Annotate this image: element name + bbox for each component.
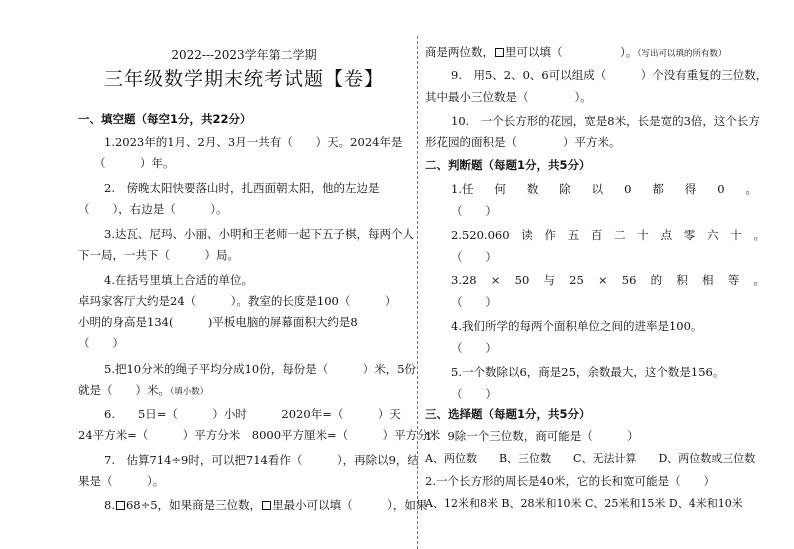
right-column — [425, 0, 768, 549]
j1-words — [451, 181, 757, 197]
q6-line-2: 24平方米=（ ）平方分米 8000平方厘米=（ ）平方分米 — [78, 428, 441, 442]
j3-word: 等 — [727, 273, 740, 287]
q3-line-2: 下一局，一共下（ ）局。 — [78, 248, 239, 262]
blank-box-icon — [495, 48, 504, 57]
j1-word: 。 — [745, 182, 757, 196]
j1-word: 1.任 — [451, 182, 474, 196]
j3-word: 的 — [650, 273, 663, 287]
j1-word: 以 — [591, 182, 604, 196]
j2-word: 零 — [683, 228, 696, 242]
j2-word: 六 — [707, 228, 719, 242]
j1-word: 何 — [494, 182, 506, 196]
j5-line-1: 5.一个数除以6，商是25，余数最大，这个数是156。 — [451, 365, 725, 379]
q8-continued — [425, 44, 727, 62]
j3-word: × — [597, 273, 608, 287]
c2-line-1: 2.一个长方形的周长是40米，它的长和宽可能是（ ） — [425, 474, 716, 488]
q4-line-3: 小明的身高是134( )平板电脑的屏幕面积大约是8 — [78, 315, 358, 329]
c1-options: A、两位数 B、三位数 C、无法计算 D、两位数或三位数 — [425, 452, 756, 465]
q10-line-1: 10. 一个长方形的花园，宽是8米，长是宽的3倍，这个长方 — [451, 114, 760, 128]
j3-word: × — [490, 273, 501, 287]
exam-title: 三年级数学期末统考试题【卷】 — [103, 68, 384, 90]
j1-word: 0 — [717, 182, 725, 196]
j2-word: 百 — [590, 228, 603, 242]
term-line: 2022---2023学年第二学期 — [171, 48, 317, 62]
c1-line-1: 1. 9除一个三位数，商可能是（ ） — [425, 429, 639, 443]
j2-word: 。 — [753, 228, 765, 242]
section-fill-blank-heading: 一、填空题（每空1分，共22分） — [78, 112, 252, 126]
j1-word: 除 — [559, 182, 571, 196]
j1-word: 得 — [684, 182, 697, 196]
q8-text-end: 里最小可以填（ ），如果 — [272, 498, 428, 512]
j3-words — [451, 272, 765, 288]
q1-line-1: 1.2023年的1月、2月、3月一共有（ ）天。2024年是 — [104, 135, 403, 149]
j2-word: 作 — [544, 228, 556, 242]
q8-cont-text: 商是两位数， — [425, 45, 494, 59]
j3-word: 56 — [621, 273, 637, 287]
j3-word: 相 — [702, 273, 714, 287]
q8-cont-text-2: 里可以填（ ）。 — [505, 45, 638, 59]
j2-word: 读 — [521, 228, 533, 242]
q9-line-1: 9. 用5、2、0、6可以组成（ ）个没有重复的三位数， — [451, 68, 768, 82]
q4-line-2: 卓玛家客厅大约是24（ ）。教室的长度是100（ ） — [78, 294, 397, 308]
j2-line-1 — [451, 227, 765, 243]
j4-line-1: 4.我们所学的每两个面积单位之间的进率是100。 — [451, 319, 703, 333]
left-column — [78, 0, 441, 549]
j3-line-1 — [451, 272, 765, 288]
j1-line-1 — [451, 181, 757, 197]
q7-line-2: 果是（ ）。 — [78, 474, 165, 488]
blank-box-icon — [116, 501, 125, 510]
q4-line-1: 4.在括号里填上合适的单位。 — [104, 273, 253, 287]
q9-line-2: 其中最小三位数是（ ）。 — [425, 90, 592, 104]
q8-line-1 — [104, 497, 427, 513]
section-choice-heading: 三、选择题（每题1分，共5分） — [425, 407, 591, 421]
j3-word: 。 — [753, 273, 765, 287]
j2-word: 2.520.060 — [451, 228, 510, 242]
j2-word: 十 — [637, 228, 649, 242]
q5-line-2-text: 就是（ ）米。 — [78, 383, 170, 397]
j2-word: 二 — [614, 228, 626, 242]
j4-answer: （ ） — [451, 341, 497, 355]
j2-word: 点 — [660, 228, 673, 242]
c2-options: A、12米和8米 B、28米和10米 C、25米和15米 D、4米和10米 — [425, 497, 743, 510]
j3-answer: （ ） — [451, 295, 497, 309]
q1-line-2: （ ）年。 — [94, 156, 175, 170]
q7-line-1: 7. 估算714÷9时，可以把714看作（ ），再除以9，结 — [104, 453, 419, 467]
section-judge-heading: 二、判断题（每题1分，共5分） — [425, 158, 591, 172]
q6-line-1: 6. 5日=（ ）小时 2020年=（ ）天 — [104, 407, 401, 421]
j3-word: 50 — [514, 273, 530, 287]
q8-text-mid: 68÷5，如果商是三位数， — [125, 498, 262, 512]
q5-note: （填小数） — [170, 387, 209, 397]
q3-line-1: 3.达瓦、尼玛、小丽、小明和王老师一起下五子棋，每两个人 — [104, 227, 414, 241]
q8-number: 8. — [104, 498, 115, 512]
column-divider — [417, 36, 418, 549]
q4-line-4: （ ） — [78, 336, 124, 350]
j1-word: 数 — [526, 182, 539, 196]
q10-line-2: 形花园的面积是（ ）平方米。 — [425, 135, 621, 149]
j5-answer: （ ） — [451, 387, 497, 401]
j2-word: 五 — [567, 228, 580, 242]
q5-line-2 — [78, 382, 208, 400]
j1-answer: （ ） — [451, 204, 497, 218]
j2-words — [451, 227, 765, 243]
j3-word: 积 — [676, 273, 688, 287]
j2-word: 十 — [730, 228, 742, 242]
q8-note: （写出可以填的所有数） — [637, 49, 727, 59]
j1-word: 都 — [652, 182, 664, 196]
j3-word: 3.28 — [451, 273, 477, 287]
j3-word: 25 — [569, 273, 584, 287]
blank-box-icon — [262, 501, 271, 510]
j3-word: 与 — [543, 273, 555, 287]
j1-word: 0 — [624, 182, 632, 196]
q2-line-2: （ ），右边是（ ）。 — [78, 202, 228, 216]
q2-line-1: 2. 傍晚太阳快要落山时，扎西面朝太阳，他的左边是 — [104, 181, 380, 195]
j2-answer: （ ） — [451, 250, 497, 264]
q5-line-1: 5.把10分米的绳子平均分成10份，每份是（ ）米，5份 — [104, 362, 417, 376]
